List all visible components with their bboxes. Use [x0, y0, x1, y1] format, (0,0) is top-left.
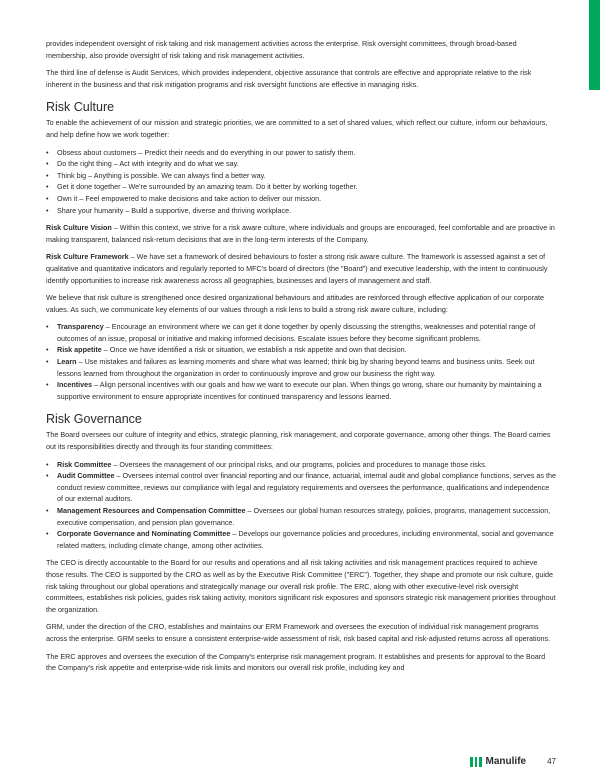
culture-elements-list — [46, 321, 556, 402]
list-item — [46, 379, 556, 402]
list-item — [46, 459, 556, 471]
committee-text: – Oversees internal control over financial reporting and our finance, actuarial, internal audit and global compliance functions, serves as the conduct review committee, reviews our compliance with legal and regulatory requirements and oversees the performance, qualifications and independence of our external auditors. — [57, 471, 556, 504]
list-item — [46, 470, 556, 505]
element-text: – Once we have identified a risk or situation, we establish a risk appetite and own that decision. — [101, 345, 407, 355]
element-term: Transparency — [57, 322, 104, 332]
list-item: • Do the right thing – Act with integrity and do what we say. — [46, 158, 556, 170]
committee-text: – Develops our governance policies and procedures, including environmental, social and governance related matters, including climate change, among other activities. — [57, 529, 554, 550]
logo-text: Manulife — [485, 756, 527, 767]
committee-text: – Oversees the management of our principal risks, and our programs, policies and procedures to manage those risks. — [111, 459, 487, 469]
element-text: – Use mistakes and failures as learning moments and share what was learned; think big by sharing beyond teams and business units. Seek out lessons learned from throughout the organization in order to continuously improve and grow our business the right way. — [57, 357, 535, 378]
page-footer — [470, 756, 556, 767]
list-item — [46, 505, 556, 528]
risk-governance-heading: Risk Governance — [46, 412, 142, 427]
manulife-logo — [470, 756, 526, 767]
element-term: Incentives — [57, 380, 93, 390]
brand-color-tab — [589, 0, 600, 90]
element-text: – Align personal incentives with our goals and how we want to execute our plan. When things go wrong, share our humanity by maintaining a supportive environment to ensure appropriate incentives for continued transparency and lessons learned. — [57, 380, 542, 401]
list-item — [46, 344, 556, 356]
committees-list — [46, 459, 556, 552]
risk-governance-intro: The Board oversees our culture of integrity and ethics, strategic planning, risk management, and corporate governance, among other things. The Board carries out its responsibilities directly and through its four standing committees: — [46, 430, 551, 452]
list-item — [46, 321, 556, 344]
risk-culture-heading: Risk Culture — [46, 100, 115, 115]
list-item — [46, 528, 556, 551]
intro-paragraph-1: provides independent oversight of risk taking and risk management activities across the enterprise. Risk oversight committees, through broad-based membership, also provide oversight of risk taking and risk management activities. — [46, 39, 517, 60]
governance-paragraph-3: The ERC approves and oversees the execution of the Company's enterprise risk management program. It establishes and presents for approval to the Board the Company's risk appetite and enterprise-wide risk limits and monitors our overall risk profile, including key and — [46, 651, 546, 673]
risk-culture-intro: To enable the achievement of our mission and strategic priorities, we are committed to a set of shared values, which reflect our culture, inform our behaviours, and help define how we work together: — [46, 118, 548, 139]
governance-paragraph-1: The CEO is directly accountable to the Board for our results and operations and all risk taking activities and risk management practices required to achieve those results. The CEO is supported by the CRO as well as by the Executive Risk Committee ("ERC"). Together, they shape and promote our risk culture, guide risk taking throughout our global operations and strategically manage our overall risk profile. The ERC, along with other executive-level risk oversight committees, establishes risk policies, guides risk taking activity, monitors significant risk exposures and sponsors strategic risk management priorities throughout the organization. — [46, 558, 556, 614]
page-content — [46, 38, 556, 680]
list-item: • Think big – Anything is possible. We can always find a better way. — [46, 170, 556, 182]
list-item: • Own it – Feel empowered to make decisions and take action to deliver our mission. — [46, 193, 556, 205]
list-item — [46, 356, 556, 379]
element-term: Risk appetite — [57, 345, 102, 355]
vision-text: – Within this context, we strive for a risk aware culture, where individuals and groups are encouraged, feel comfortable and are proactive in making transparent, balanced risk-return decisions that are in the long-term interests of the Company. — [46, 223, 555, 244]
list-item: • Share your humanity – Build a supportive, diverse and thriving workplace. — [46, 205, 556, 217]
framework-term: Risk Culture Framework — [46, 252, 129, 262]
risk-culture-belief: We believe that risk culture is strengthened once desired organizational behaviours and attitudes are reinforced through effective application of our corporate values. As such, we communicate key elements of our values through a risk lens to build a strong risk aware culture, including: — [46, 293, 544, 314]
values-list — [46, 147, 556, 217]
committee-term: Risk Committee — [57, 459, 112, 469]
element-term: Learn — [57, 357, 77, 367]
risk-culture-vision — [46, 222, 556, 245]
element-text: – Encourage an environment where we can get it done together by openly discussing the strengths, weaknesses and potential range of outcomes of an issue, proposal or initiative and making informed decisions. Escalate issues before they become significant problems. — [57, 322, 536, 343]
committee-text: – Oversees our global human resources strategy, policies, programs, management succession, executive compensation, and pension plan governance. — [57, 506, 551, 527]
intro-paragraph-2: The third line of defense is Audit Services, which provides independent, objective assurance that controls are effective and appropriate relative to the risk inherent in the business and that risk mitigation programs and risk oversight functions are effective in managing risks. — [46, 68, 532, 89]
committee-term: Management Resources and Compensation Committee — [57, 506, 246, 515]
vision-term: Risk Culture Vision — [46, 223, 112, 233]
risk-culture-framework — [46, 251, 556, 286]
committee-term: Audit Committee — [57, 471, 115, 481]
committee-term: Corporate Governance and Nominating Committee — [57, 529, 231, 539]
list-item: • Get it done together – We're surrounded by an amazing team. Do it better by working together. — [46, 181, 556, 193]
page-number: 47 — [547, 757, 556, 766]
list-item: • Obsess about customers – Predict their needs and do everything in our power to satisfy them. — [46, 147, 556, 159]
manulife-logo-icon — [470, 757, 482, 767]
framework-text: – We have set a framework of desired behaviours to foster a strong risk aware culture. The framework is assessed against a set of qualitative and quantitative indicators and regularly reported to MFC's board of directors (the "Board") and executive leadership, with the intent to continuously identify opportunities to increase risk awareness across all geographies, businesses and layers of management and staff. — [46, 252, 548, 285]
governance-paragraph-2: GRM, under the direction of the CRO, establishes and maintains our ERM Framework and oversees the execution of individual risk management programs across the enterprise. GRM seeks to ensure a consistent enterprise-wide assessment of risk, risk based capital and risk-adjusted returns across all operations. — [46, 622, 551, 643]
